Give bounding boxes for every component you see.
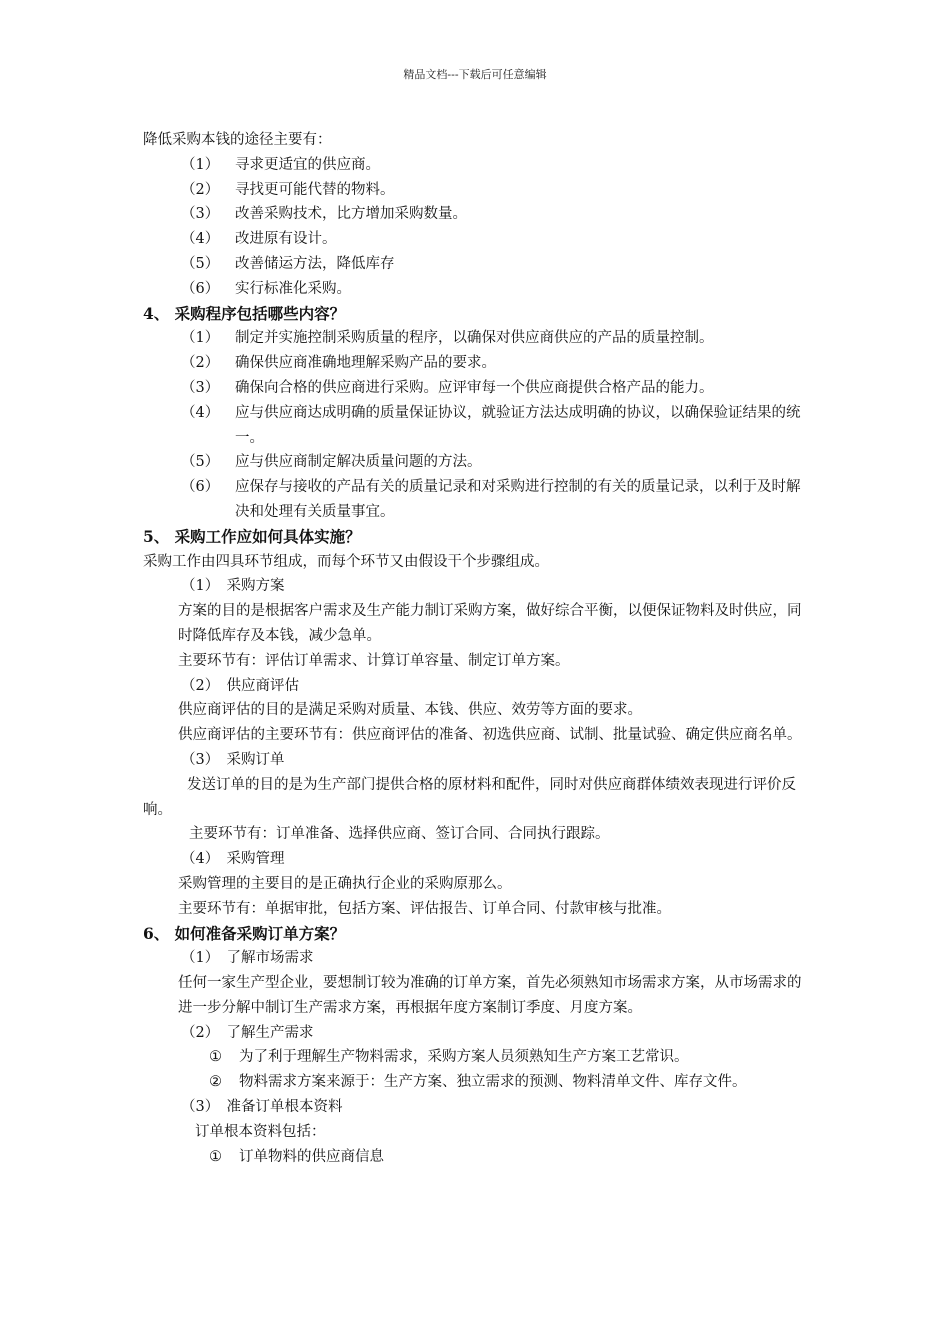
list-item: （3） 改善采购技术，比方增加采购数量。	[181, 206, 467, 223]
cost-reduction-list	[143, 153, 813, 302]
paragraph: 任何一家生产型企业，要想制订较为准确的订单方案，首先必须熟知市场需求方案，从市场需求的进一步分解中制订生产需求方案，再根据年度方案制订季度、月度方案。	[178, 975, 802, 1016]
subsection-title: （1） 了解市场需求	[181, 950, 314, 967]
list-item: （3） 确保向合格的供应商进行采购。应评审每一个供应商提供合格产品的能力。	[181, 379, 714, 396]
list-item: ① 订单物料的供应商信息	[209, 1148, 384, 1165]
list-item: （5） 改善储运方法，降低库存	[181, 255, 395, 272]
list-item: （1） 寻求更适宜的供应商。	[181, 156, 380, 173]
list-item: （4） 应与供应商达成明确的质量保证协议，就验证方法达成明确的协议，以确保验证结果的统一。	[181, 404, 801, 446]
paragraph: 主要环节有：单据审批，包括方案、评估报告、订单合同、付款审核与批准。	[178, 900, 671, 917]
subsection-title: （1） 采购方案	[181, 578, 285, 595]
list-item: （4） 改进原有设计。	[181, 231, 337, 248]
list-item: （6） 应保存与接收的产品有关的质量记录和对采购进行控制的有关的质量记录，以利于及时解决和处理有关质量事宜。	[181, 479, 801, 520]
list-item: （5） 应与供应商制定解决质量问题的方法。	[181, 454, 482, 471]
section-4-heading: 4、 采购程序包括哪些内容？	[143, 303, 346, 323]
list-item: ② 物料需求方案来源于：生产方案、独立需求的预测、物料清单文件、库存文件。	[209, 1074, 747, 1091]
intro-text: 降低采购本钱的途径主要有：	[143, 132, 332, 148]
paragraph: 主要环节有：评估订单需求、计算订单容量、制定订单方案。	[178, 652, 570, 669]
list-item: （1） 制定并实施控制采购质量的程序，以确保对供应商供应的产品的质量控制。	[181, 330, 714, 347]
list-item: （6） 实行标准化采购。	[181, 280, 351, 297]
paragraph: 供应商评估的主要环节有：供应商评估的准备、初选供应商、试制、批量试验、确定供应商名单。	[178, 727, 802, 744]
subsection-title: （2） 了解生产需求	[181, 1024, 314, 1041]
subsection-title: （3） 采购订单	[181, 751, 285, 768]
paragraph: 订单根本资料包括：	[195, 1123, 326, 1140]
paragraph: 采购管理的主要目的是正确执行企业的采购原那么。	[178, 875, 512, 892]
document-body	[143, 128, 813, 1169]
subsection-title: （2） 供应商评估	[181, 677, 299, 694]
paragraph: 主要环节有：订单准备、选择供应商、签订合同、合同执行跟踪。	[189, 826, 610, 843]
paragraph: 发送订单的目的是为生产部门提供合格的原材料和配件，同时对供应商群体绩效表现进行评价反响。	[143, 776, 796, 818]
section-5-intro: 采购工作由四具环节组成，而每个环节又由假设干个步骤组成。	[143, 553, 549, 570]
paragraph: 方案的目的是根据客户需求及生产能力制订采购方案，做好综合平衡，以便保证物料及时供应，同时降低库存及本钱，减少急单。	[178, 603, 802, 644]
list-item: （2） 确保供应商准确地理解采购产品的要求。	[181, 355, 496, 372]
subsection-title: （3） 准备订单根本资料	[181, 1099, 343, 1116]
paragraph: 供应商评估的目的是满足采购对质量、本钱、供应、效劳等方面的要求。	[178, 702, 642, 719]
list-item: ① 为了利于理解生产物料需求，采购方案人员须熟知生产方案工艺常识。	[209, 1049, 689, 1066]
section-6-heading: 6、 如何准备采购订单方案？	[143, 923, 346, 943]
subsection-title: （4） 采购管理	[181, 851, 285, 868]
section-5-heading: 5、 采购工作应如何具体实施？	[143, 526, 361, 546]
procurement-procedure-list	[143, 326, 813, 524]
list-item: （2） 寻找更可能代替的物料。	[181, 181, 395, 198]
page-header: 精品文档---下载后可任意编辑	[403, 68, 547, 81]
